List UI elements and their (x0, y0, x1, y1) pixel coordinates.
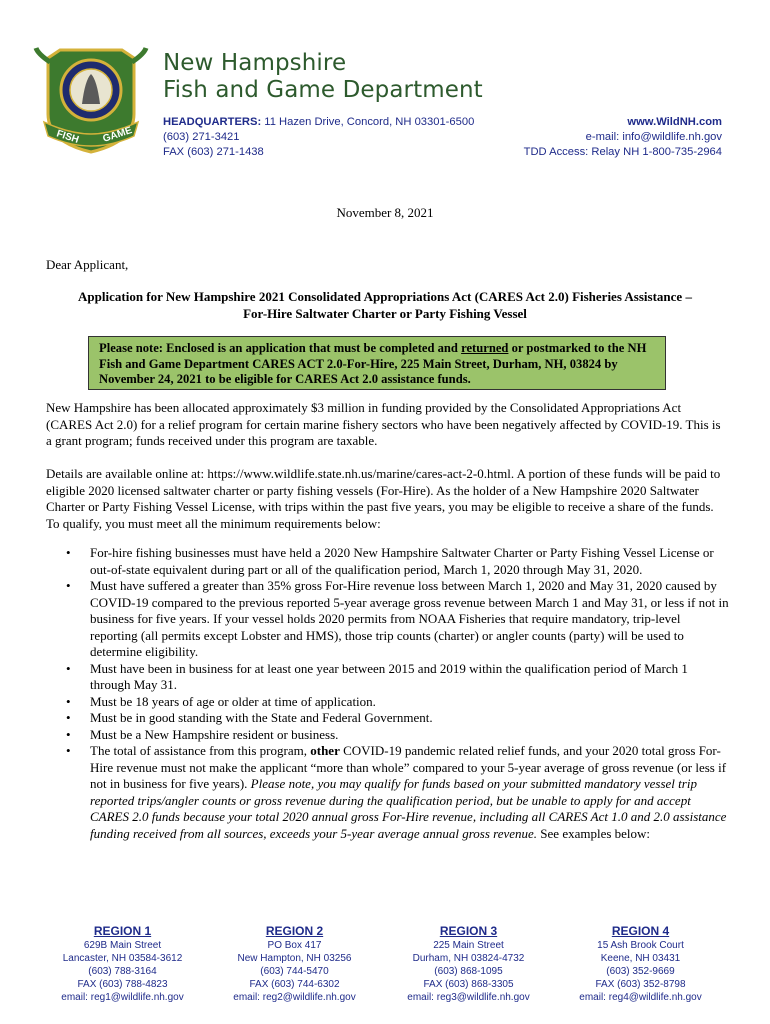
bullet-icon: • (66, 726, 71, 742)
region-email[interactable]: email: reg4@wildlife.nh.gov (579, 992, 702, 1003)
website-link[interactable]: www.WildNH.com (627, 116, 722, 128)
region-fax: FAX (603) 868-3305 (423, 979, 514, 990)
region-fax: FAX (603) 788-4823 (77, 979, 168, 990)
letter-date: November 8, 2021 (336, 205, 434, 220)
department-title-line2: Fish and Game Department (163, 77, 483, 103)
requirement-text: Must be 18 years of age or older at time of application. (90, 693, 376, 709)
region-street: 15 Ash Brook Court (597, 940, 684, 951)
list-item (46, 694, 730, 711)
region-phone: (603) 352-9669 (606, 966, 675, 977)
email-link[interactable]: e-mail: info@wildlife.nh.gov (585, 131, 722, 143)
list-item (46, 710, 730, 727)
region-city: Keene, NH 03431 (600, 953, 681, 964)
region-4-office (553, 924, 728, 1004)
nh-fish-game-seal-icon (30, 44, 152, 154)
region-city: Durham, NH 03824-4732 (412, 953, 525, 964)
region-phone: (603) 788-3164 (88, 966, 157, 977)
notice-underlined-word: returned (461, 341, 509, 355)
department-title (163, 50, 483, 104)
region-3-office (381, 924, 556, 1004)
letter-subject (40, 288, 730, 322)
funding-paragraph: New Hampshire has been allocated approximately $3 million in funding provided by the Consolidated Appropriations Act (CARES Act 2.0) for a relief program for certain marine fishery sectors who have been negatively affected by COVID-19. This is a grant program; funds received under this program are taxable. (46, 400, 721, 448)
subject-line2: For-Hire Saltwater Charter or Party Fishing Vessel (243, 306, 527, 321)
bullet-icon: • (66, 743, 71, 758)
hq-fax: FAX (603) 271-1438 (163, 146, 264, 158)
regional-offices-footer (55, 924, 745, 1004)
region-title: REGION 1 (93, 924, 152, 938)
region-title: REGION 3 (439, 924, 498, 938)
seal-banner-fish: FISH (55, 128, 81, 146)
requirements-list (46, 545, 730, 842)
region-city: Lancaster, NH 03584-3612 (62, 953, 183, 964)
region-phone: (603) 744-5470 (260, 966, 329, 977)
region-city: New Hampton, NH 03256 (237, 953, 352, 964)
department-title-line1: New Hampshire (163, 50, 347, 76)
bullet-icon: • (66, 693, 71, 709)
region-street: 629B Main Street (83, 940, 162, 951)
bullet-icon: • (66, 545, 71, 560)
list-item (46, 545, 730, 578)
online-contact (524, 115, 722, 160)
seal-banner-game: GAME (101, 125, 134, 145)
requirement-text: Must be in good standing with the State and Federal Government. (90, 710, 433, 725)
list-item (46, 743, 730, 842)
region-street: 225 Main Street (433, 940, 504, 951)
list-item (46, 727, 730, 744)
requirement-text: Must have been in business for at least one year between 2015 and 2019 within the qualification period of March 1 through May 31. (90, 660, 688, 692)
region-email[interactable]: email: reg2@wildlife.nh.gov (233, 992, 356, 1003)
requirement-text: Must be a New Hampshire resident or business. (90, 726, 339, 742)
bullet-icon: • (66, 660, 71, 676)
last-req-bold: other (310, 743, 340, 758)
region-2-office (207, 924, 382, 1004)
hq-phone: (603) 271-3421 (163, 131, 240, 143)
subject-line1: Application for New Hampshire 2021 Consolidated Appropriations Act (CARES Act 2.0) Fisheries Assistance – (78, 289, 692, 304)
hq-address: 11 Hazen Drive, Concord, NH 03301-6500 (261, 116, 475, 128)
region-1-office (35, 924, 210, 1004)
region-fax: FAX (603) 744-6302 (249, 979, 340, 990)
last-req-part1: The total of assistance from this program, (90, 743, 311, 758)
headquarters-contact (163, 115, 474, 160)
notice-text-part2: or postmarked to the NH Fish and Game Department CARES ACT 2.0-For-Hire, 225 Main Street, Durham, NH, 03824 by November 24, 2021 to be eligible for CARES Act 2.0 assistance funds. (99, 341, 647, 386)
tdd-access: TDD Access: Relay NH 1-800-735-2964 (523, 146, 722, 158)
notice-text-part1: Please note: Enclosed is an application that must be completed and (99, 341, 462, 355)
last-req-italic: Please note, you may qualify for funds based on your submitted mandatory vessel trip reported trips/angler counts or gross revenue during the qualification period, but be unable to apply for and accept CARES 2.0 funds because your total 2020 annual gross For-Hire revenue, including all CARES Act 1.0 and 2.0 assistance funding received from all sources, exceeds your 5-year average annual gross revenue. (90, 776, 727, 841)
region-email[interactable]: email: reg1@wildlife.nh.gov (61, 992, 184, 1003)
requirement-text: Must have suffered a greater than 35% gross For-Hire revenue loss between March 1, 2020 and May 31, 2020 caused by COVID-19 compared to the previous reported 5-year average gross revenue between March 1 and May 31, or less if not in business for five years. If your vessel holds 2020 permits from NOAA Fisheries that require mandatory, trip-level reporting (all permits except Lobster and HMS), those trip counts (charter) or angler counts (party) will be used to determine eligibility. (90, 578, 729, 659)
requirement-text: For-hire fishing businesses must have held a 2020 New Hampshire Saltwater Charter or Party Fishing Vessel License or out-of-state equivalent during part or all of the qualification period, March 1, 2020 through May 31, 2020. (90, 545, 714, 577)
region-email[interactable]: email: reg3@wildlife.nh.gov (407, 992, 530, 1003)
region-street: PO Box 417 (267, 940, 322, 951)
bullet-icon: • (66, 578, 71, 593)
bullet-icon: • (66, 710, 71, 725)
region-fax: FAX (603) 352-8798 (595, 979, 686, 990)
details-paragraph: Details are available online at: https://www.wildlife.state.nh.us/marine/cares-act-2-0.html. A portion of these funds will be paid to eligible 2020 licensed saltwater charter or party fishing vessels (For-Hire). As the holder of a New Hampshire 2020 Saltwater Charter or Party Fishing Vessel License, with trips within the past five years, you may be eligible to receive a share of the funds. To qualify, you must meet all the minimum requirements below: (46, 466, 721, 531)
region-title: REGION 2 (265, 924, 324, 938)
list-item (46, 578, 730, 661)
salutation: Dear Applicant, (46, 257, 129, 272)
region-title: REGION 4 (611, 924, 670, 938)
deadline-notice-box (88, 336, 666, 390)
list-item (46, 661, 730, 694)
last-req-part2: COVID-19 pandemic related relief funds, and your 2020 total gross For-Hire revenue must not make the applicant “more than whole” compared to your 5-year average of gross revenue (or less if not in business for five years). (90, 743, 727, 791)
region-phone: (603) 868-1095 (434, 966, 503, 977)
last-req-part3: See examples below: (537, 825, 651, 841)
hq-label: HEADQUARTERS: (163, 116, 262, 128)
